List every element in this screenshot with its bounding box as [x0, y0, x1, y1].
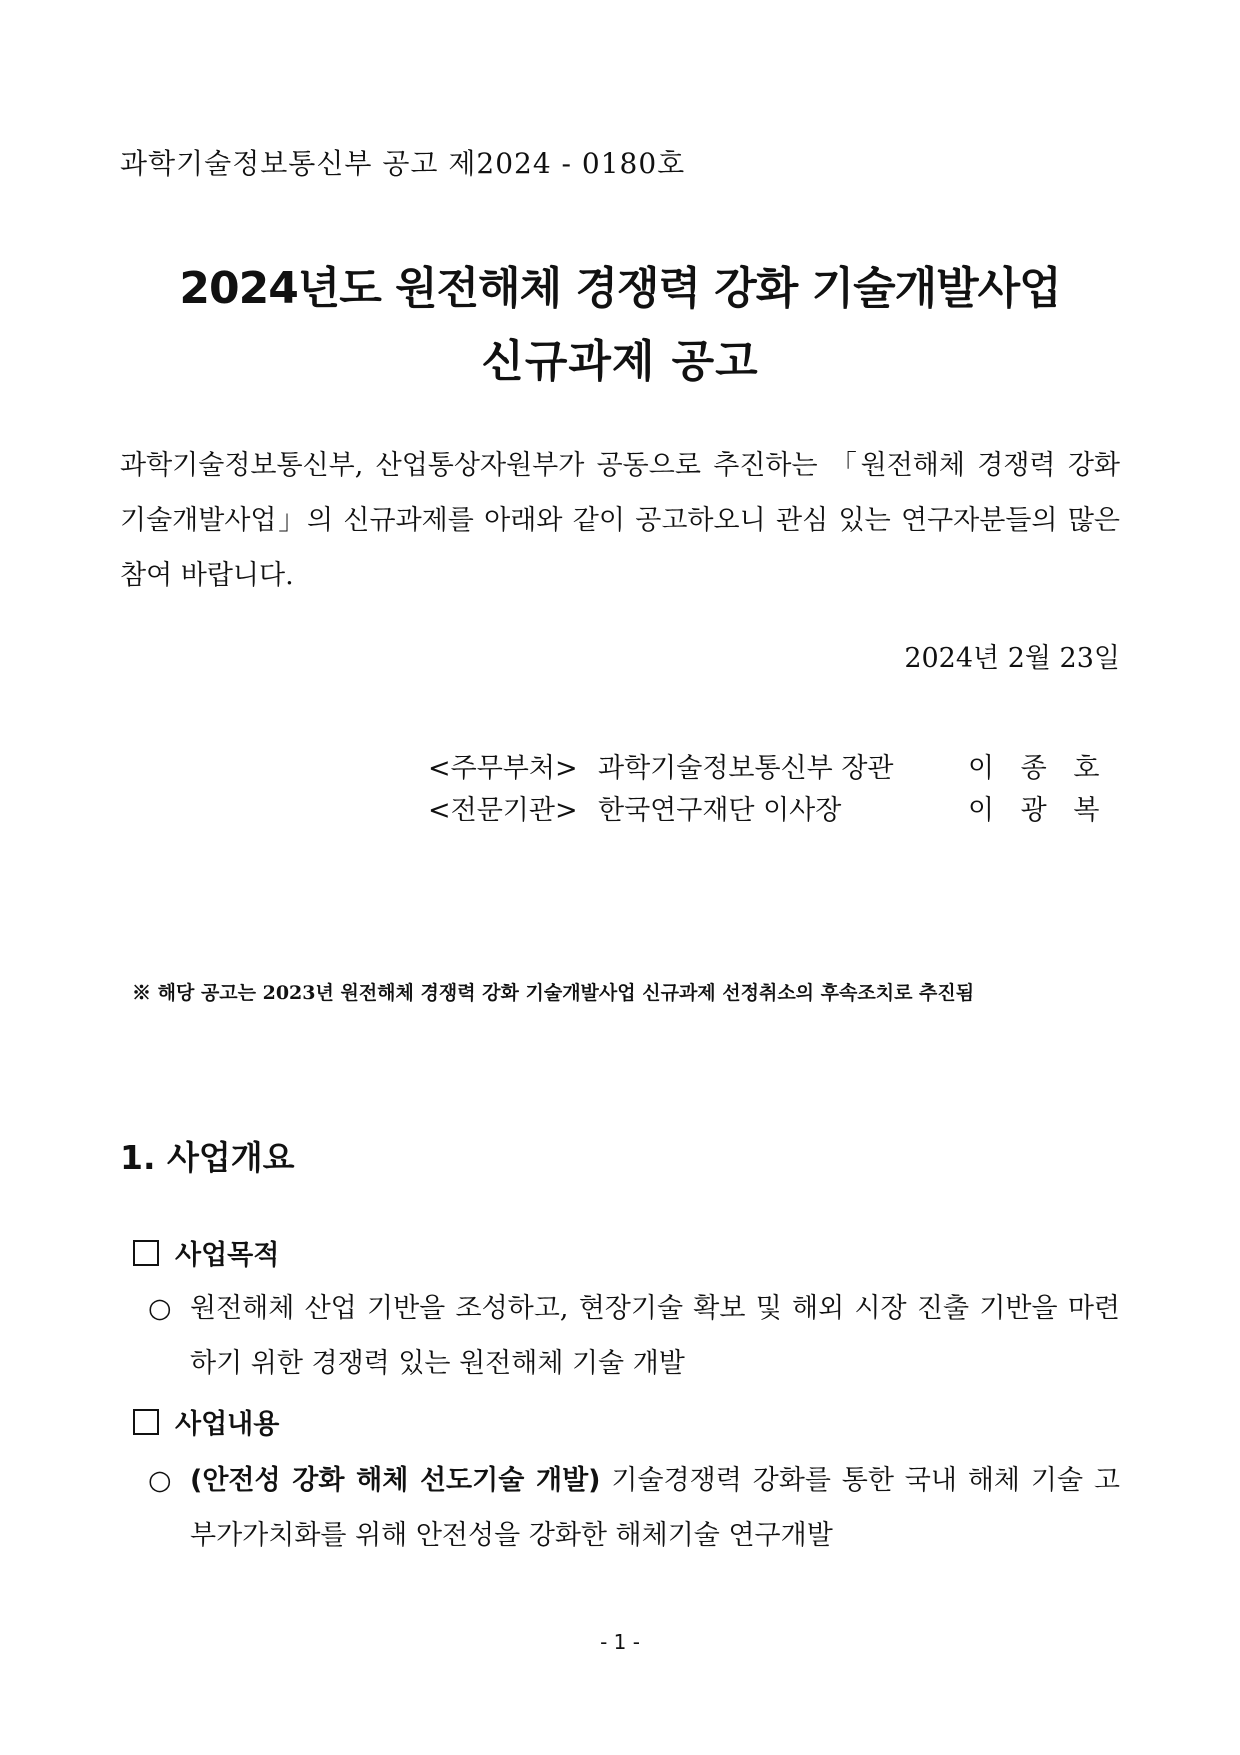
- section-heading: 1. 사업개요: [120, 1138, 295, 1177]
- document-title-line-2: 신규과제 공고: [481, 336, 759, 387]
- subsection-label: 사업내용: [175, 1409, 280, 1440]
- signatory-role: <주무부처>: [428, 753, 578, 784]
- content-bold-lead: (안전성 강화 해체 선도기술 개발): [190, 1465, 601, 1496]
- content-text: 기술경쟁력 강화를 통한 국내 해체 기술 고부가가치화를 위해 안전성을 강화한 해체기술 연구개발: [190, 1465, 1120, 1551]
- footnote: ※ 해당 공고는 2023년 원전해체 경쟁력 강화 기술개발사업 신규과제 선정취소의 후속조치로 추진됨: [132, 982, 975, 1004]
- content-bullet: [148, 1453, 1120, 1563]
- signatory-org: 한국연구재단 이사장: [598, 795, 842, 826]
- circle-bullet-icon: ○: [148, 1293, 172, 1324]
- purpose-bullet: [148, 1281, 1120, 1391]
- page-number: - 1 -: [600, 1630, 640, 1654]
- signatory-org: 과학기술정보통신부 장관: [598, 753, 894, 784]
- subsection-heading-purpose: [133, 1233, 279, 1272]
- signatory-name: 이 광 복: [968, 795, 1100, 826]
- checkbox-square-icon: [133, 1240, 159, 1266]
- intro-paragraph: 과학기술정보통신부, 산업통상자원부가 공동으로 추진하는 「원전해체 경쟁력 강화 기술개발사업」의 신규과제를 아래와 같이 공고하오니 관심 있는 연구자분들의 많은 참여 바랍니다.: [120, 450, 1120, 591]
- signatory-name: 이 종 호: [968, 753, 1100, 784]
- circle-bullet-icon: ○: [148, 1465, 172, 1496]
- signatory-role: <전문기관>: [428, 795, 578, 826]
- document-title-line-1: 2024년도 원전해체 경쟁력 강화 기술개발사업: [179, 263, 1061, 314]
- subsection-label: 사업목적: [175, 1240, 280, 1271]
- notice-number: 과학기술정보통신부 공고 제2024 - 0180호: [120, 147, 686, 180]
- checkbox-square-icon: [133, 1409, 159, 1435]
- announcement-date: 2024년 2월 23일: [904, 643, 1120, 674]
- subsection-heading-content: [133, 1402, 279, 1441]
- content-body: [190, 1453, 1120, 1563]
- purpose-text: 원전해체 산업 기반을 조성하고, 현장기술 확보 및 해외 시장 진출 기반을 마련하기 위한 경쟁력 있는 원전해체 기술 개발: [190, 1293, 1120, 1379]
